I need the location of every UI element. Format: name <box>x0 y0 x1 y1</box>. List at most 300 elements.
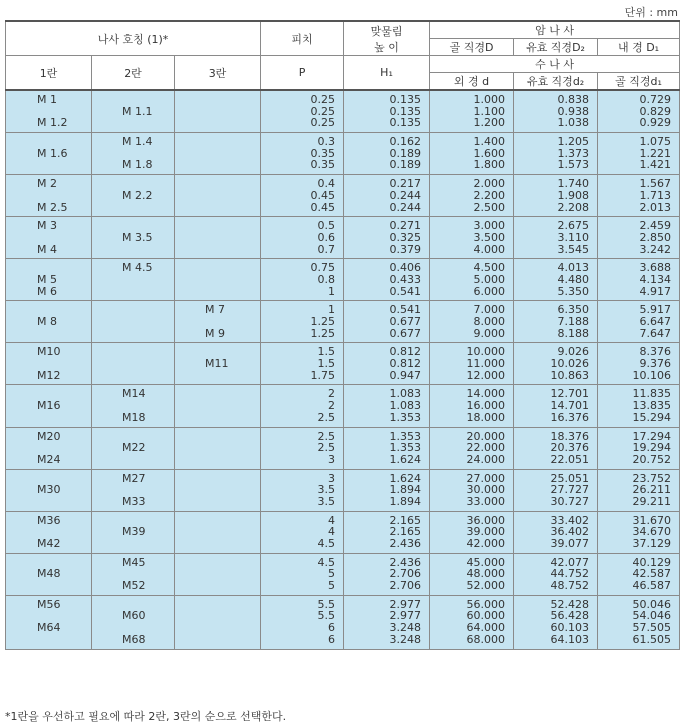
cell-line: 3.000 <box>473 219 506 233</box>
table-row <box>6 427 680 469</box>
cell-line: 1.25 <box>310 315 336 328</box>
cell-line: 4.500 <box>473 261 506 275</box>
table-row <box>6 90 680 133</box>
cell-line <box>175 557 260 569</box>
size-col1-cell <box>6 343 92 385</box>
size-col2-cell <box>92 259 175 301</box>
cell-line: 0.189 <box>389 146 422 160</box>
cell-line: 2.500 <box>473 200 506 214</box>
cell-line: 5.000 <box>473 272 506 286</box>
cell-line: 0.938 <box>557 104 590 118</box>
cell-line: 3.110 <box>557 230 590 244</box>
cell-line: 10.106 <box>632 368 672 382</box>
size-col2-cell <box>92 553 175 595</box>
size-col1-cell <box>6 469 92 511</box>
cell-line: 0.25 <box>310 116 336 130</box>
cell-line: 48.000 <box>466 567 506 581</box>
table-row <box>6 217 680 259</box>
cell-line: 20.376 <box>550 441 590 455</box>
cell-line <box>175 580 260 592</box>
cell-line: 11.000 <box>466 357 506 371</box>
size-col2-cell <box>92 511 175 553</box>
outer-dia-cell <box>430 553 514 595</box>
table-row <box>6 511 680 553</box>
cell-line: 1.000 <box>473 93 506 106</box>
table-row <box>6 385 680 427</box>
engagement-cell <box>344 217 430 259</box>
cell-line: 10.026 <box>550 357 590 371</box>
cell-line: 1 <box>328 284 336 298</box>
col1-header: 1란 <box>6 56 92 91</box>
cell-line: 1.400 <box>473 135 506 149</box>
cell-line <box>175 388 260 400</box>
cell-line <box>175 473 260 485</box>
cell-line <box>92 538 174 550</box>
cell-line <box>175 220 260 232</box>
col3-header: 3란 <box>175 56 261 91</box>
cell-line: 56.000 <box>466 597 506 611</box>
cell-line: 0.829 <box>639 104 672 118</box>
footnote: *1란을 우선하고 필요에 따라 2란, 3란의 순으로 선택한다. <box>5 710 287 723</box>
cell-line: 1.083 <box>389 399 422 413</box>
cell-line: M12 <box>37 368 61 382</box>
engagement-cell <box>344 469 430 511</box>
cell-line: 39.000 <box>466 525 506 539</box>
outer-dia-cell <box>430 259 514 301</box>
cell-line: 4 <box>328 525 336 539</box>
cell-line <box>92 286 174 298</box>
female-pitch-dia-header: 유효 직경D₂ <box>514 39 598 56</box>
cell-line <box>92 202 174 214</box>
table-row <box>6 595 680 649</box>
cell-line: 17.294 <box>632 429 672 443</box>
size-col1-cell <box>6 427 92 469</box>
cell-line: 0.4 <box>317 177 336 191</box>
cell-line: 18.376 <box>550 429 590 443</box>
pitch-cell <box>261 217 344 259</box>
outer-dia-cell <box>430 595 514 649</box>
cell-line <box>92 454 174 466</box>
cell-line: 0.541 <box>389 303 422 317</box>
cell-line: 12.000 <box>466 368 506 382</box>
size-col3-cell <box>175 343 261 385</box>
pitch-dia-cell <box>514 469 598 511</box>
size-col2-cell <box>92 301 175 343</box>
cell-line: 0.541 <box>389 284 422 298</box>
table-row <box>6 259 680 301</box>
size-col2-cell <box>92 469 175 511</box>
pitch-cell <box>261 175 344 217</box>
cell-line <box>175 568 260 580</box>
thread-name-header: 나사 호칭 (1)* <box>6 21 261 56</box>
cell-line: 2.706 <box>389 567 422 581</box>
cell-line <box>175 370 260 382</box>
pitch-cell <box>261 427 344 469</box>
pitch-dia-cell <box>514 175 598 217</box>
table-row <box>6 553 680 595</box>
cell-line: 1.205 <box>557 135 590 149</box>
cell-line <box>175 526 260 538</box>
minor-dia-cell <box>598 133 680 175</box>
cell-line: 11.835 <box>632 387 672 401</box>
cell-line: 1.908 <box>557 188 590 202</box>
cell-line: 6.647 <box>639 315 672 328</box>
cell-line: 1.25 <box>310 326 336 340</box>
cell-line <box>92 358 174 370</box>
size-col3-cell <box>175 90 261 133</box>
cell-line <box>175 178 260 190</box>
cell-line: 6 <box>328 632 336 646</box>
cell-line <box>175 484 260 496</box>
cell-line: 16.000 <box>466 399 506 413</box>
cell-line: 3.688 <box>639 261 672 275</box>
cell-line: 1.353 <box>389 441 422 455</box>
cell-line: 29.211 <box>632 494 672 508</box>
cell-line: M 4 <box>37 242 57 256</box>
male-thread-header: 수 나 사 <box>430 56 680 73</box>
cell-line: M10 <box>37 345 61 359</box>
size-col3-cell <box>175 259 261 301</box>
cell-line: 4.917 <box>639 284 672 298</box>
cell-line: 30.000 <box>466 483 506 497</box>
cell-line: 22.000 <box>466 441 506 455</box>
minor-dia-cell <box>598 595 680 649</box>
cell-line <box>92 117 174 129</box>
cell-line: 1.5 <box>317 357 336 371</box>
cell-line: 14.000 <box>466 387 506 401</box>
cell-line: 4.5 <box>317 537 336 550</box>
pitch-cell <box>261 553 344 595</box>
cell-line <box>175 599 260 611</box>
cell-line: 2.000 <box>473 177 506 191</box>
cell-line <box>6 232 91 244</box>
cell-line: M 5 <box>37 272 57 286</box>
engagement-symbol-header: H₁ <box>344 56 430 91</box>
minor-dia-cell <box>598 511 680 553</box>
pitch-dia-cell <box>514 90 598 133</box>
cell-line: 0.25 <box>310 104 336 118</box>
female-thread-header: 암 나 사 <box>430 21 680 39</box>
cell-line: 5.917 <box>639 303 672 317</box>
cell-line <box>175 274 260 286</box>
cell-line: 20.000 <box>466 429 506 443</box>
cell-line: 60.103 <box>550 621 590 635</box>
pitch-cell <box>261 469 344 511</box>
size-col3-cell <box>175 133 261 175</box>
cell-line: 2.200 <box>473 188 506 202</box>
cell-line: M22 <box>122 441 146 455</box>
cell-line: M18 <box>122 410 146 424</box>
size-col2-cell <box>92 90 175 133</box>
minor-dia-cell <box>598 343 680 385</box>
cell-line: 2.013 <box>639 200 672 214</box>
cell-line: 0.25 <box>310 93 336 106</box>
size-col3-cell <box>175 175 261 217</box>
cell-line: 0.189 <box>389 158 422 172</box>
cell-line: 8.376 <box>639 345 672 359</box>
cell-line: 0.929 <box>639 116 672 130</box>
size-col3-cell <box>175 595 261 649</box>
cell-line: 1.421 <box>639 158 672 172</box>
cell-line: 3.248 <box>389 632 422 646</box>
cell-line: 0.3 <box>317 135 336 149</box>
cell-line: 2.5 <box>317 410 336 424</box>
pitch-dia-cell <box>514 133 598 175</box>
cell-line <box>6 580 91 592</box>
size-col1-cell <box>6 175 92 217</box>
cell-line: 1.800 <box>473 158 506 172</box>
cell-line: 1.740 <box>557 177 590 191</box>
size-col3-cell <box>175 217 261 259</box>
female-inner-dia-header: 내 경 D₁ <box>598 39 680 56</box>
outer-dia-cell <box>430 217 514 259</box>
cell-line: 9.376 <box>639 357 672 371</box>
size-col1-cell <box>6 595 92 649</box>
pitch-dia-cell <box>514 595 598 649</box>
cell-line: 8.000 <box>473 315 506 328</box>
cell-line: 19.294 <box>632 441 672 455</box>
minor-dia-cell <box>598 90 680 133</box>
cell-line: 3.242 <box>639 242 672 256</box>
cell-line: 1.624 <box>389 471 422 485</box>
minor-dia-cell <box>598 553 680 595</box>
cell-line: M36 <box>37 513 61 527</box>
cell-line: M 6 <box>37 284 57 298</box>
cell-line: 16.376 <box>550 410 590 424</box>
cell-line: 37.129 <box>632 537 672 550</box>
engagement-cell <box>344 301 430 343</box>
cell-line: 54.046 <box>632 609 672 623</box>
cell-line: M20 <box>37 429 61 443</box>
size-col1-cell <box>6 217 92 259</box>
cell-line: 0.947 <box>389 368 422 382</box>
cell-line: M14 <box>122 387 146 401</box>
cell-line: 14.701 <box>550 399 590 413</box>
cell-line: 6 <box>328 621 336 635</box>
cell-line: 27.727 <box>550 483 590 497</box>
male-pitch-dia-header: 유효 직경d₂ <box>514 73 598 91</box>
cell-line: 1.038 <box>557 116 590 130</box>
cell-line <box>6 634 91 646</box>
cell-line <box>175 190 260 202</box>
cell-line: 0.35 <box>310 146 336 160</box>
cell-line: M60 <box>122 609 146 623</box>
cell-line <box>175 515 260 527</box>
cell-line: 52.428 <box>550 597 590 611</box>
outer-dia-cell <box>430 469 514 511</box>
table-row <box>6 343 680 385</box>
cell-line <box>175 454 260 466</box>
cell-line: 1.5 <box>317 345 336 359</box>
cell-line <box>6 159 91 171</box>
cell-line: 64.103 <box>550 632 590 646</box>
cell-line <box>175 400 260 412</box>
cell-line: 24.000 <box>466 452 506 466</box>
cell-line: 0.8 <box>317 272 336 286</box>
cell-line: 4.000 <box>473 242 506 256</box>
pitch-header: 피치 <box>261 21 344 56</box>
cell-line: 52.000 <box>466 579 506 593</box>
size-col3-cell <box>175 301 261 343</box>
cell-line: 4.5 <box>317 555 336 569</box>
cell-line <box>6 328 91 340</box>
cell-line: 2.850 <box>639 230 672 244</box>
cell-line: 33.402 <box>550 513 590 527</box>
pitch-dia-cell <box>514 217 598 259</box>
cell-line: 10.863 <box>550 368 590 382</box>
cell-line: 25.051 <box>550 471 590 485</box>
male-outer-dia-header: 외 경 d <box>430 73 514 91</box>
cell-line: M 1.6 <box>37 146 68 160</box>
size-col1-cell <box>6 259 92 301</box>
cell-line: 0.812 <box>389 357 422 371</box>
cell-line: M56 <box>37 597 61 611</box>
size-col1-cell <box>6 511 92 553</box>
engagement-cell <box>344 427 430 469</box>
pitch-cell <box>261 385 344 427</box>
cell-line <box>175 262 260 274</box>
cell-line: M 9 <box>205 326 225 340</box>
cell-line: 0.5 <box>317 219 336 233</box>
cell-line: M42 <box>37 537 61 550</box>
cell-line: 5.5 <box>317 609 336 623</box>
cell-line: 2.165 <box>389 525 422 539</box>
size-col1-cell <box>6 301 92 343</box>
size-col1-cell <box>6 385 92 427</box>
cell-line: 0.244 <box>389 200 422 214</box>
minor-dia-cell <box>598 301 680 343</box>
thread-dimension-table <box>5 20 680 650</box>
cell-line: 0.162 <box>389 135 422 149</box>
cell-line <box>6 358 91 370</box>
cell-line: 44.752 <box>550 567 590 581</box>
pitch-cell <box>261 511 344 553</box>
engagement-cell <box>344 343 430 385</box>
engagement-cell <box>344 90 430 133</box>
cell-line: M48 <box>37 567 61 581</box>
cell-line: 0.271 <box>389 219 422 233</box>
cell-line: 3.5 <box>317 494 336 508</box>
cell-line: 0.838 <box>557 93 590 106</box>
cell-line: 1.221 <box>639 146 672 160</box>
outer-dia-cell <box>430 90 514 133</box>
pitch-cell <box>261 343 344 385</box>
cell-line: M 1.1 <box>122 104 153 118</box>
size-col2-cell <box>92 385 175 427</box>
pitch-symbol-header: P <box>261 56 344 91</box>
cell-line: 0.244 <box>389 188 422 202</box>
cell-line <box>175 431 260 443</box>
cell-line <box>175 412 260 424</box>
cell-line: 57.505 <box>632 621 672 635</box>
cell-line: 3.248 <box>389 621 422 635</box>
pitch-cell <box>261 301 344 343</box>
cell-line: 6.350 <box>557 303 590 317</box>
cell-line: M16 <box>37 399 61 413</box>
cell-line: M11 <box>205 357 229 371</box>
outer-dia-cell <box>430 511 514 553</box>
size-col3-cell <box>175 553 261 595</box>
pitch-dia-cell <box>514 427 598 469</box>
engagement-cell <box>344 511 430 553</box>
size-col1-cell <box>6 553 92 595</box>
size-col2-cell <box>92 133 175 175</box>
cell-line: 1.600 <box>473 146 506 160</box>
size-col2-cell <box>92 175 175 217</box>
cell-line: M 7 <box>205 303 225 317</box>
cell-line: 1.894 <box>389 483 422 497</box>
cell-line: 36.000 <box>466 513 506 527</box>
cell-line: 3.545 <box>557 242 590 256</box>
cell-line: 4.480 <box>557 272 590 286</box>
cell-line: 1.573 <box>557 158 590 172</box>
cell-line: 3 <box>328 452 336 466</box>
cell-line <box>175 622 260 634</box>
minor-dia-cell <box>598 217 680 259</box>
cell-line: 0.135 <box>389 93 422 106</box>
cell-line: 1 <box>328 303 336 317</box>
cell-line <box>175 538 260 550</box>
cell-line <box>175 634 260 646</box>
engagement-cell <box>344 259 430 301</box>
cell-line: 1.567 <box>639 177 672 191</box>
cell-line: 0.406 <box>389 261 422 275</box>
cell-line: 56.428 <box>550 609 590 623</box>
cell-line: 0.812 <box>389 345 422 359</box>
cell-line <box>92 316 174 328</box>
cell-line: 1.083 <box>389 387 422 401</box>
cell-line: 8.188 <box>557 326 590 340</box>
engagement-cell <box>344 595 430 649</box>
cell-line: 2.208 <box>557 200 590 214</box>
cell-line: M 3.5 <box>122 230 153 244</box>
cell-line <box>175 202 260 214</box>
size-col2-cell <box>92 217 175 259</box>
cell-line: 26.211 <box>632 483 672 497</box>
cell-line: M 3 <box>37 219 57 233</box>
engagement-header: 맞물림 높 이 <box>344 21 430 56</box>
cell-line <box>92 274 174 286</box>
size-col1-cell <box>6 90 92 133</box>
unit-label: 단위 : mm <box>624 6 678 19</box>
cell-line: 27.000 <box>466 471 506 485</box>
cell-line: 0.217 <box>389 177 422 191</box>
cell-line: M52 <box>122 579 146 593</box>
pitch-dia-cell <box>514 553 598 595</box>
cell-line: 10.000 <box>466 345 506 359</box>
cell-line: 39.077 <box>550 537 590 550</box>
pitch-cell <box>261 259 344 301</box>
cell-line: 64.000 <box>466 621 506 635</box>
size-col3-cell <box>175 385 261 427</box>
cell-line: 61.505 <box>632 632 672 646</box>
cell-line: 0.6 <box>317 230 336 244</box>
cell-line: 4.134 <box>639 272 672 286</box>
cell-line: 9.026 <box>557 345 590 359</box>
cell-line: M27 <box>122 471 146 485</box>
size-col2-cell <box>92 595 175 649</box>
size-col3-cell <box>175 427 261 469</box>
cell-line: 0.677 <box>389 315 422 328</box>
cell-line: 5 <box>328 579 336 593</box>
cell-line <box>175 286 260 298</box>
cell-line: 34.670 <box>632 525 672 539</box>
size-col2-cell <box>92 427 175 469</box>
cell-line: 31.670 <box>632 513 672 527</box>
cell-line: 2.977 <box>389 597 422 611</box>
cell-line: 1.100 <box>473 104 506 118</box>
cell-line: 2.165 <box>389 513 422 527</box>
